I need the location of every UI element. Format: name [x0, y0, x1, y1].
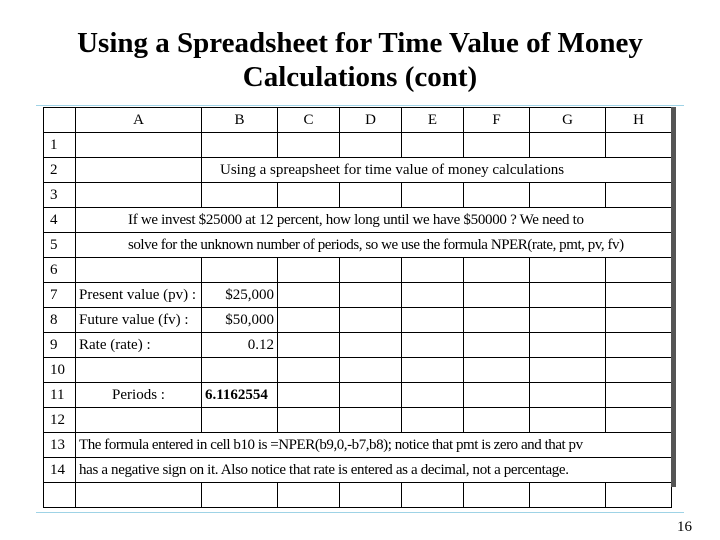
cell-b2-title[interactable]: Using a spreapsheet for time value of money calculations [202, 158, 672, 183]
slide-title-line-1: Using a Spreadsheet for Time Value of Money [77, 27, 643, 59]
cell-g9[interactable] [530, 333, 606, 358]
image-right-edge [671, 107, 676, 487]
cell-e11[interactable] [402, 383, 464, 408]
sheet-row-2 [44, 158, 672, 183]
cell-f8[interactable] [464, 308, 530, 333]
sheet-row-1 [44, 133, 672, 158]
sheet-row-partial [44, 483, 672, 508]
sheet-row-6 [44, 258, 672, 283]
sheet-row-11 [44, 383, 672, 408]
cell-b6[interactable] [202, 258, 278, 283]
cell-d3[interactable] [340, 183, 402, 208]
sheet-row-9 [44, 333, 672, 358]
row-header-5[interactable]: 5 [44, 233, 76, 258]
cell-g15[interactable] [530, 483, 606, 508]
cell-e8[interactable] [402, 308, 464, 333]
cell-g3[interactable] [530, 183, 606, 208]
cell-f7[interactable] [464, 283, 530, 308]
cell-h11[interactable] [606, 383, 672, 408]
cell-a1[interactable] [76, 133, 202, 158]
row-header-9[interactable]: 9 [44, 333, 76, 358]
cell-b10[interactable] [202, 358, 278, 383]
sheet-row-5 [44, 233, 672, 258]
cell-a6[interactable] [76, 258, 202, 283]
cell-c1[interactable] [278, 133, 340, 158]
spreadsheet-grid [43, 107, 672, 508]
sheet-row-8 [44, 308, 672, 333]
cell-e9[interactable] [402, 333, 464, 358]
row-header-7[interactable]: 7 [44, 283, 76, 308]
cell-h1[interactable] [606, 133, 672, 158]
cell-a14-text[interactable]: has a negative sign on it. Also notice that rate is entered as a decimal, not a percentage. [76, 458, 672, 483]
cell-g12[interactable] [530, 408, 606, 433]
cell-a12[interactable] [76, 408, 202, 433]
sheet-row-3 [44, 183, 672, 208]
column-header-a[interactable]: A [76, 108, 202, 133]
column-header-h[interactable]: H [606, 108, 672, 133]
sheet-row-10 [44, 358, 672, 383]
row-header-8[interactable]: 8 [44, 308, 76, 333]
cell-a3[interactable] [76, 183, 202, 208]
cell-g6[interactable] [530, 258, 606, 283]
cell-a15[interactable] [76, 483, 202, 508]
row-header-10[interactable]: 10 [44, 358, 76, 383]
cell-a9[interactable]: Rate (rate) : [76, 333, 202, 358]
cell-b12[interactable] [202, 408, 278, 433]
cell-d10[interactable] [340, 358, 402, 383]
cell-h8[interactable] [606, 308, 672, 333]
cell-h7[interactable] [606, 283, 672, 308]
cell-g10[interactable] [530, 358, 606, 383]
cell-f1[interactable] [464, 133, 530, 158]
cell-c10[interactable] [278, 358, 340, 383]
cell-d1[interactable] [340, 133, 402, 158]
cell-b15[interactable] [202, 483, 278, 508]
cell-f12[interactable] [464, 408, 530, 433]
cell-a2[interactable] [76, 158, 202, 183]
cell-f6[interactable] [464, 258, 530, 283]
cell-g8[interactable] [530, 308, 606, 333]
row-header-partial[interactable] [44, 483, 76, 508]
cell-d9[interactable] [340, 333, 402, 358]
cell-d12[interactable] [340, 408, 402, 433]
cell-c9[interactable] [278, 333, 340, 358]
cell-b8[interactable]: $50,000 [202, 308, 278, 333]
column-header-d[interactable]: D [340, 108, 402, 133]
column-header-row [44, 108, 672, 133]
cell-a4-text[interactable]: If we invest $25000 at 12 percent, how long until we have $50000 ? We need to [76, 208, 672, 233]
cell-g1[interactable] [530, 133, 606, 158]
cell-h3[interactable] [606, 183, 672, 208]
bottom-divider [36, 512, 684, 513]
cell-b11[interactable]: 6.1162554 [202, 383, 278, 408]
cell-a13-text[interactable]: The formula entered in cell b10 is =NPER(b9,0,-b7,b8); notice that pmt is zero and that pv [76, 433, 672, 458]
cell-a8[interactable]: Future value (fv) : [76, 308, 202, 333]
row-header-2[interactable]: 2 [44, 158, 76, 183]
cell-b7[interactable]: $25,000 [202, 283, 278, 308]
row-header-11[interactable]: 11 [44, 383, 76, 408]
cell-d8[interactable] [340, 308, 402, 333]
sheet-row-12 [44, 408, 672, 433]
row-header-6[interactable]: 6 [44, 258, 76, 283]
sheet-row-14 [44, 458, 672, 483]
cell-d11[interactable] [340, 383, 402, 408]
cell-a10[interactable] [76, 358, 202, 383]
cell-h15[interactable] [606, 483, 672, 508]
cell-e7[interactable] [402, 283, 464, 308]
sheet-row-4 [44, 208, 672, 233]
sheet-row-13 [44, 433, 672, 458]
row-header-4[interactable]: 4 [44, 208, 76, 233]
cell-e10[interactable] [402, 358, 464, 383]
row-header-1[interactable]: 1 [44, 133, 76, 158]
cell-d15[interactable] [340, 483, 402, 508]
row-header-14[interactable]: 14 [44, 458, 76, 483]
cell-c8[interactable] [278, 308, 340, 333]
cell-h12[interactable] [606, 408, 672, 433]
corner-cell[interactable] [44, 108, 76, 133]
cell-b9[interactable]: 0.12 [202, 333, 278, 358]
cell-e3[interactable] [402, 183, 464, 208]
cell-e6[interactable] [402, 258, 464, 283]
cell-c7[interactable] [278, 283, 340, 308]
page-number: 16 [677, 519, 692, 535]
cell-f3[interactable] [464, 183, 530, 208]
cell-h6[interactable] [606, 258, 672, 283]
slide-title [0, 26, 720, 94]
cell-c3[interactable] [278, 183, 340, 208]
row-header-12[interactable]: 12 [44, 408, 76, 433]
row-header-3[interactable]: 3 [44, 183, 76, 208]
cell-f15[interactable] [464, 483, 530, 508]
column-header-e[interactable]: E [402, 108, 464, 133]
cell-h10[interactable] [606, 358, 672, 383]
column-header-f[interactable]: F [464, 108, 530, 133]
cell-e12[interactable] [402, 408, 464, 433]
cell-g11[interactable] [530, 383, 606, 408]
cell-b3[interactable] [202, 183, 278, 208]
column-header-b[interactable]: B [202, 108, 278, 133]
cell-d7[interactable] [340, 283, 402, 308]
cell-f9[interactable] [464, 333, 530, 358]
cell-c6[interactable] [278, 258, 340, 283]
spreadsheet-image [40, 107, 676, 510]
cell-e15[interactable] [402, 483, 464, 508]
cell-b1[interactable] [202, 133, 278, 158]
cell-f10[interactable] [464, 358, 530, 383]
cell-f11[interactable] [464, 383, 530, 408]
top-divider [36, 105, 684, 106]
cell-g7[interactable] [530, 283, 606, 308]
cell-a5-text[interactable]: solve for the unknown number of periods, so we use the formula NPER(rate, pmt, pv, fv) [76, 233, 672, 258]
sheet-row-7 [44, 283, 672, 308]
row-header-13[interactable]: 13 [44, 433, 76, 458]
cell-c15[interactable] [278, 483, 340, 508]
column-header-g[interactable]: G [530, 108, 606, 133]
cell-a7[interactable]: Present value (pv) : [76, 283, 202, 308]
cell-a11[interactable]: Periods : [76, 383, 202, 408]
column-header-c[interactable]: C [278, 108, 340, 133]
slide-title-line-2: Calculations (cont) [242, 61, 478, 93]
cell-e1[interactable] [402, 133, 464, 158]
cell-d6[interactable] [340, 258, 402, 283]
cell-c12[interactable] [278, 408, 340, 433]
cell-c11[interactable] [278, 383, 340, 408]
cell-h9[interactable] [606, 333, 672, 358]
